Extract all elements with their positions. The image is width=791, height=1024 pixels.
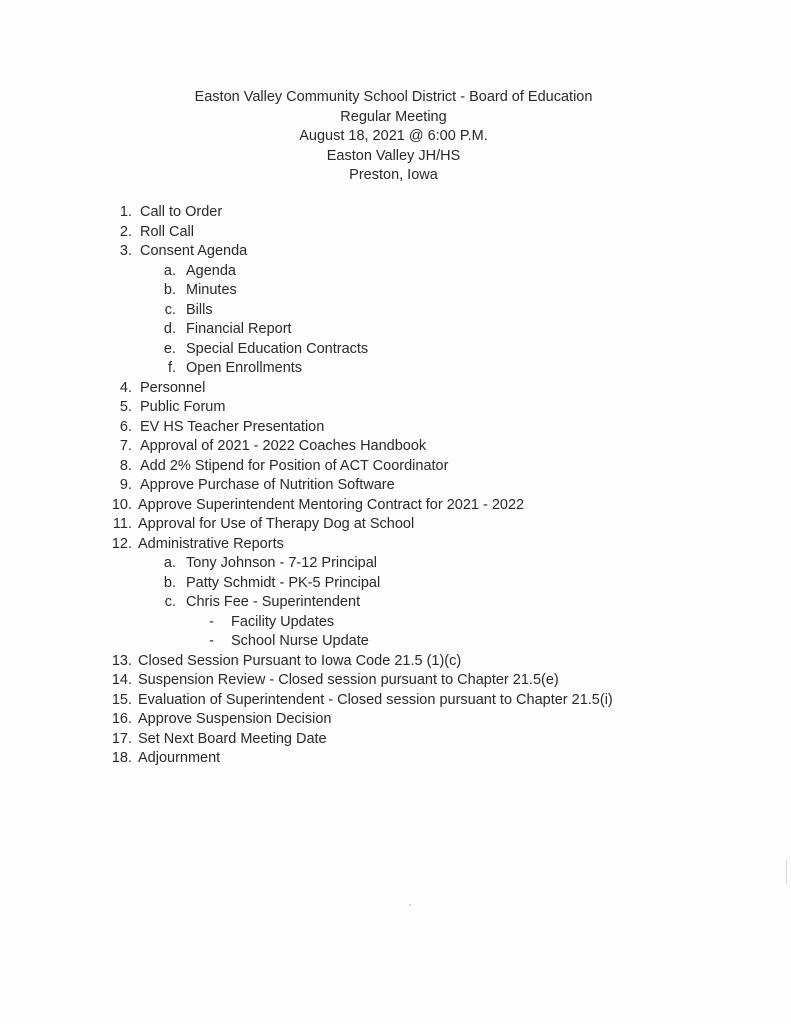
agenda-item [0, 730, 791, 750]
item-number: 1. [119, 204, 132, 220]
agenda-item [0, 223, 791, 243]
agenda-item [0, 242, 791, 262]
subitem-text: Tony Johnson - 7-12 Principal [186, 555, 378, 571]
subitem-letter: c. [164, 301, 176, 318]
subitem-letter: a. [163, 262, 176, 279]
subitem-letter: a. [163, 555, 176, 571]
subitem-letter: f. [167, 360, 176, 376]
subitem-text: Open Enrollments [186, 360, 303, 376]
item-number: 10. [111, 496, 132, 513]
item-number: 16. [111, 711, 132, 727]
agenda-item [0, 691, 791, 711]
item-text: Suspension Review - Closed session pursuant to Chapter 21.5(e) [138, 672, 559, 688]
agenda-subitem [0, 262, 791, 282]
document-header [0, 88, 791, 186]
agenda-item [0, 418, 791, 438]
agenda-item [0, 515, 791, 535]
item-number: 6. [119, 418, 132, 435]
subitem-letter: e. [163, 340, 176, 357]
subitem-text: Agenda [186, 262, 236, 279]
item-text: Approval of 2021 - 2022 Coaches Handbook [140, 438, 427, 454]
item-text: Add 2% Stipend for Position of ACT Coordinator [140, 457, 449, 474]
item-number: 11. [112, 516, 132, 532]
subitem-text: Chris Fee - Superintendent [186, 594, 361, 610]
item-number: 8. [119, 457, 132, 474]
item-text: Public Forum [140, 399, 226, 415]
agenda-item [0, 379, 791, 399]
agenda-item [0, 203, 791, 223]
subitem-letter: b. [163, 574, 176, 591]
subitem-text: Minutes [186, 282, 237, 298]
item-text: Call to Order [140, 204, 223, 220]
item-text: Evaluation of Superintendent - Closed session pursuant to Chapter 21.5(i) [138, 691, 613, 708]
item-text: Roll Call [140, 223, 194, 240]
bullet-text: Facility Updates [231, 613, 335, 630]
item-text: Approve Suspension Decision [138, 711, 332, 727]
agenda-item [0, 398, 791, 418]
item-number: 14. [111, 672, 132, 688]
subitem-letter: b. [163, 282, 176, 298]
item-number: 4. [119, 379, 132, 396]
item-text: Administrative Reports [138, 535, 284, 552]
item-text: EV HS Teacher Presentation [140, 418, 325, 435]
item-number: 7. [119, 438, 132, 454]
item-number: 9. [119, 477, 132, 493]
meeting-location: Easton Valley JH/HS [326, 147, 461, 164]
agenda-item [0, 437, 791, 457]
agenda-item [0, 535, 791, 555]
scan-speck [409, 904, 411, 906]
item-text: Personnel [140, 379, 206, 396]
agenda-list [0, 203, 791, 769]
item-number: 13. [111, 652, 132, 669]
item-text: Approve Superintendent Mentoring Contract for 2021 - 2022 [138, 496, 525, 513]
agenda-bullet [0, 613, 791, 633]
agenda-subitem [0, 301, 791, 321]
subitem-text: Special Education Contracts [186, 340, 369, 357]
item-text: Approve Purchase of Nutrition Software [140, 477, 395, 493]
meeting-city: Preston, Iowa [349, 167, 438, 183]
agenda-item [0, 457, 791, 477]
subitem-letter: d. [163, 321, 176, 337]
item-number: 5. [119, 399, 132, 415]
item-text: Approval for Use of Therapy Dog at School [138, 516, 415, 532]
item-text: Consent Agenda [140, 243, 248, 259]
agenda-item [0, 496, 791, 516]
agenda-item [0, 476, 791, 496]
agenda-item [0, 710, 791, 730]
item-number: 15. [111, 691, 132, 708]
agenda-subitem [0, 574, 791, 594]
agenda-item [0, 652, 791, 672]
item-number: 2. [119, 223, 132, 240]
subitem-text: Financial Report [186, 321, 292, 337]
item-text: Set Next Board Meeting Date [138, 730, 327, 747]
agenda-item [0, 671, 791, 691]
bullet-dash: - [209, 613, 214, 630]
agenda-subitem [0, 359, 791, 379]
scan-edge-mark [786, 860, 787, 884]
item-number: 3. [119, 243, 132, 259]
subitem-letter: c. [164, 594, 176, 610]
meeting-type: Regular Meeting [340, 108, 447, 125]
agenda-subitem [0, 340, 791, 360]
bullet-text: School Nurse Update [231, 633, 369, 649]
agenda-subitem [0, 281, 791, 301]
item-number: 12. [111, 535, 132, 552]
meeting-date: August 18, 2021 @ 6:00 P.M. [299, 128, 488, 144]
subitem-text: Bills [186, 301, 213, 318]
item-number: 18. [111, 750, 132, 766]
agenda-subitem [0, 593, 791, 613]
bullet-dash: - [209, 633, 214, 649]
district-title: Easton Valley Community School District - Board of Education [194, 89, 593, 105]
agenda-subitem [0, 320, 791, 340]
item-text: Adjournment [138, 750, 221, 766]
agenda-item [0, 749, 791, 769]
agenda-bullet [0, 632, 791, 652]
item-number: 17. [111, 730, 132, 747]
subitem-text: Patty Schmidt - PK-5 Principal [186, 574, 381, 591]
agenda-subitem [0, 554, 791, 574]
item-text: Closed Session Pursuant to Iowa Code 21.5 (1)(c) [138, 652, 462, 669]
